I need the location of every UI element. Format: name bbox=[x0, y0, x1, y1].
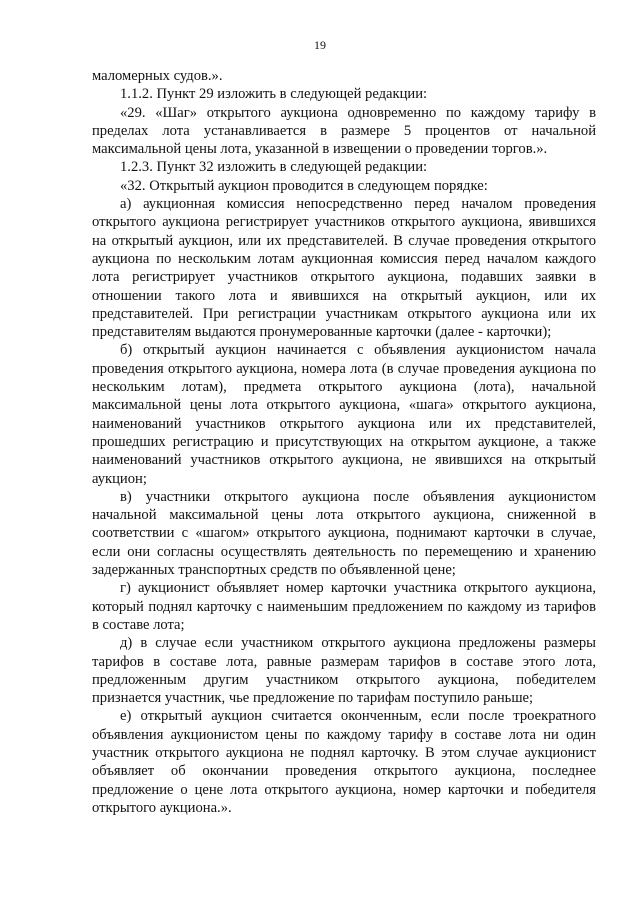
paragraph-subpoint-d: д) в случае если участником открытого аукциона предложены размеры тарифов в составе лота, равные размерам тарифов в составе этого лота, предложенным другим участником открытого аукциона, победителем признается участник, чье предложение по тарифам поступило раньше; bbox=[92, 635, 596, 707]
paragraph-continuation: маломерных судов.». bbox=[92, 68, 223, 84]
page-number: 19 bbox=[314, 38, 326, 52]
paragraph-subpoint-g: г) аукционист объявляет номер карточки участника открытого аукциона, который поднял карточку с наименьшим предложением по каждому из тарифов в составе лота; bbox=[92, 580, 596, 633]
paragraph-subpoint-a: а) аукционная комиссия непосредственно перед началом проведения открытого аукциона регистрирует участников открытого аукциона, явившихся на открытый аукцион, или их представителей. В случае проведения открытого аукциона по нескольким лотам аукционная комиссия перед началом каждого лота регистрирует участников открытого аукциона, подавших заявки в отношении такого лота и явившихся на открытый аукцион, или их представителей. При регистрации участникам открытого аукциона или их представителям выдаются пронумерованные карточки (далее - карточки); bbox=[92, 196, 596, 341]
paragraph-point-32: «32. Открытый аукцион проводится в следующем порядке: bbox=[120, 177, 488, 194]
paragraph-clause-1-1-2: 1.1.2. Пункт 29 изложить в следующей редакции: bbox=[120, 86, 428, 103]
paragraph-subpoint-v: в) участники открытого аукциона после объявления аукционистом начальной максимальной цены лота открытого аукциона, сниженной в соответствии с «шагом» открытого аукциона, поднимают карточки в случае, если они согласны осуществлять деятельность по перемещению и хранению задержанных транспортных средств по объявленной цене; bbox=[92, 488, 596, 579]
paragraph-point-29: «29. «Шаг» открытого аукциона одновременно по каждому тарифу в пределах лота устанавливается в размере 5 процентов от начальной максимальной цены лота, указанной в извещении о проведении торгов.». bbox=[92, 104, 596, 158]
paragraph-subpoint-e: е) открытый аукцион считается оконченным, если после троекратного объявления аукционистом цены по каждому тарифу в составе лота ни один участник открытого аукциона не поднял карточку. В этом случае аукционист объявляет об окончании проведения открытого аукциона, последнее предложение о цене лота открытого аукциона, номер карточки и победителя открытого аукциона.». bbox=[92, 708, 596, 816]
paragraph-clause-1-2-3: 1.2.3. Пункт 32 изложить в следующей редакции: bbox=[120, 159, 428, 176]
document-body bbox=[92, 67, 596, 817]
paragraph-subpoint-b: б) открытый аукцион начинается с объявления аукционистом начала проведения открытого аукциона, номера лота (в случае проведения аукциона по нескольким лотам), предмета открытого аукциона (лота), начальной максимальной цены лота открытого аукциона, «шага» открытого аукциона, наименований участников открытого аукциона или их представителей, прошедших регистрацию и присутствующих на открытом аукционе, а также наименований участников открытого аукциона, не явившихся на открытый аукцион; bbox=[92, 342, 596, 487]
